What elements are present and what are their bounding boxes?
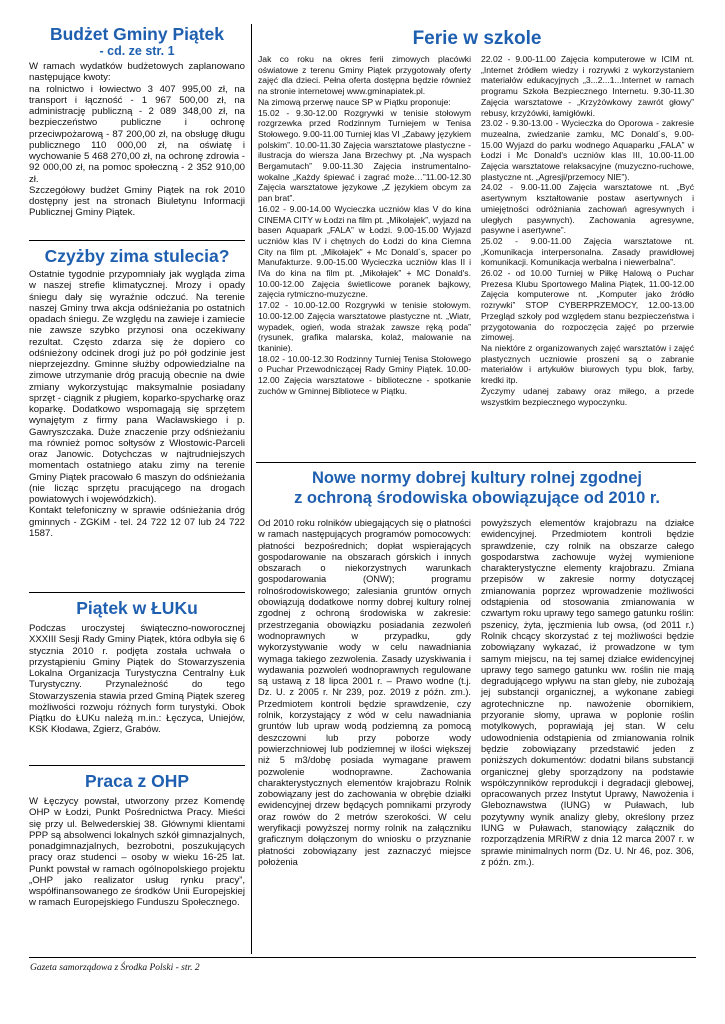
divider	[29, 240, 245, 241]
paragraph: 18.02 - 10.00-12.30 Rodzinny Turniej Tenisa Stołowego o Puchar Przewodniczącej Rady Gminy Piątek. 10.00-12.00 Zajęcia warsztatowe - biblioteczne - spotkanie zuchów w Gminnej Bibliotece w Piątku.	[258, 353, 471, 396]
normy-title-line1: Nowe normy dobrej kultury rolnej zgodnej	[311, 469, 643, 487]
divider	[29, 592, 245, 593]
ohp-section	[29, 770, 245, 909]
paragraph: 16.02 - 9.00-14.00 Wycieczka uczniów klas V do kina CINEMA CITY w Łodzi na film pt. „Mikołajek”, wyjazd na basen Aquapark „FALA” w Łodzi. 9.00-15.00 Wyjazd uczniów klas IV i chętnych do Łodzi do kina Ciemna City na film pt. „Mikołajek” + Mc Donald´s, spacer po Manufakturze. 9.00-15.00 Wycieczka uczniów klas II i IVa do kina na film pt. „Mikołajek” + MC Donald's. 10.00-12.00 Zajęcia świetlicowe poranek bajkowy, zajęcia rytmiczno-muzyczne.	[258, 203, 471, 300]
paragraph: Życzymy udanej zabawy oraz miłego, a przede wszystkim bezpiecznego wypoczynku.	[481, 385, 694, 407]
paragraph: 22.02 - 9.00-11.00 Zajęcia komputerowe w ICIM nt. „Internet źródłem wiedzy i rozrywki z wykorzystaniem materiałów edukacyjnych „3...2...1...Internet w ramach programu Szkoła Bezpiecznego Internetu. 9.30-11.30 Zajęcia warsztatowe - „Krzyżówkowy zawrót głowy” rebusy, krzyżówki, łamigłówki.	[481, 54, 694, 118]
footer-text: Gazeta samorządowa z Środka Polski - str. 2	[30, 963, 200, 973]
luku-section	[29, 597, 245, 736]
paragraph: 25.02 - 9.00-11.00 Zajęcia warsztatowe nt. „Komunikacja interpersonalna. Zasady prawidłowej komunikacji. Komunikacja werbalna i niewerbalna”.	[481, 235, 694, 268]
paragraph: Jak co roku na okres ferii zimowych placówki oświatowe z terenu Gminy Piątek przygotowały oferty zajęć dla dzieci. Pełna oferta dostępna będzie również na stronie internetowej www.gminapiatek.pl.	[258, 54, 471, 97]
czyzby-section	[29, 245, 245, 539]
ohp-body	[29, 796, 245, 909]
luku-title: Piątek w ŁUKu	[76, 598, 198, 618]
paragraph: Na niektóre z organizowanych zajęć warsztatów i zajęć plastycznych uczniowie proszeni są o zabranie materiałów i artykułów biurowych typu blok, farby, kredki itp.	[481, 342, 694, 386]
paragraph: Podczas uroczystej świąteczno-noworocznej XXXIII Sesji Rady Gminy Piątek, która odbyła się 6 stycznia 2010 r. podjęta została uchwała o przystąpieniu Gminy Piątek do Stowarzyszenia Lokalna Organizacja Turystyczna Centralny Łuk Turystyczny. Przynależność do tego Stowarzyszenia stawia przed Gminą Piątek szereg możliwości rozwoju różnych form turystyki. Obok Piątku do ŁUKu należą m.in.: Łęczyca, Uniejów, KSK Kłodawa, Zgierz, Grabów.	[29, 623, 245, 736]
budzet-subtitle: - cd. ze str. 1	[99, 44, 175, 58]
paragraph: Ostatnie tygodnie przypomniały jak wygląda zima w naszej strefie klimatycznej. Mrozy i opady śniegu dały się wyraźnie odczuć. Na terenie naszej Gminy trwa akcja odśnieżania po ostatnich opadach śniegu. Ze względu na zawieje i zamiecie nie zawsze szybko przynosi ona oczekiwany rezultat. Często zdarza się że dopiero co odśnieżony odcinek drogi już po pół godzinie jest nieprzejezdny. Gminne służby odpowiedzialne na zimowe utrzymanie dróg pracują obecnie na dwie zmiany wykorzystując maksymalnie posiadany sprzęt - ciągnik z pługiem, koparko-spycharkę oraz koparkę. Dodatkowo wspomagają się sprzętem wynajętym z firmy pana Wacławskiego i p. Gawryszczaka. Duże znaczenie przy odśnieżaniu ma również pomoc sołtysów z Włostowic-Parceli oraz Janowic. Dotychczas w najtrudniejszych momentach ostatniego ataku zimy na terenie Gminy Piątek pracowało 6 maszyn do odśnieżania (nie licząc sprzętu pracującego na drogach powiatowych i wojewódzkich).	[29, 269, 245, 505]
paragraph: 15.02 - 9.30-12.00 Rozgrywki w tenisie stołowym rozgrzewka przed Rodzinnym Turniejem w Tenisa Stołowego. 9.00-11.00 Turniej klas VI „Zabawy językiem polskim”. 10.00-11.30 Zajęcia warsztatowe plastyczne - ilustracja do wiersza Jana Brzechwy pt. „Na wyspach Bergamutach” 9.00-11.30 Zajęcia instrumentalno-wokalne „Każdy śpiewać i zagrać może…”11.00-12.30 Zajęcia warsztatowe językowe „Z językiem obcym za pan brat”.	[258, 107, 471, 204]
column-separator	[251, 24, 252, 954]
footer-rule	[29, 957, 696, 958]
left-column	[29, 24, 245, 219]
paragraph: na rolnictwo i łowiectwo 3 407 995,00 zł, na transport i łączność - 1 967 500,00 zł, na administrację publiczną - 2 089 348,00 zł, na bezpieczeństwo publiczne i ochronę przeciwpożarową - 87 200,00 zł, na obsługę długu publicznego 110 000,00 zł, na oświatę i wychowanie 5 468 270,00 zł, na ochronę zdrowia - 92 000,00 zł, na pomoc społeczną - 2 352 910,00 zł.	[29, 83, 245, 185]
ferie-title: Ferie w szkole	[412, 28, 542, 49]
ohp-title: Praca z OHP	[84, 771, 190, 791]
ferie-right-body	[481, 54, 694, 407]
paragraph: Kontakt telefoniczny w sprawie odśnieżania dróg gminnych - ZGKiM - tel. 24 722 12 07 lub 24 722 1587.	[29, 505, 245, 539]
luku-body	[29, 623, 245, 736]
paragraph: 26.02 - od 10.00 Turniej w Piłkę Halową o Puchar Prezesa Klubu Sportowego Malina Piątek, 11.00-12.00 Zajęcia komputerowe nt. „Komputer jako źródło rozrywki” STOP CYBERPRZEMOCY, 12.00-13.00 Przegląd szkoły pod względem stanu bezpieczeństwa i przygotowania do rozpoczęcia zajęć po przerwie zimowej.	[481, 268, 694, 343]
czyzby-title: Czyżby zima stulecia?	[44, 246, 230, 266]
normy-left-body	[258, 518, 471, 868]
divider	[256, 462, 696, 463]
budzet-title: Budżet Gminy Piątek	[49, 24, 225, 44]
normy-right-body	[481, 518, 694, 868]
ferie-left-body	[258, 54, 471, 397]
paragraph: 17.02 - 10.00-12.00 Rozgrywki w tenisie stołowym. 10.00-12.00 Zajęcia warsztatowe plastyczne nt. „Wiatr, wypadek, ogień, woda strażak zawsze ręką poda” (rysunek, grafika malarska, kolaż, malowanie na tkaninie).	[258, 300, 471, 353]
paragraph: 23.02 - 9.30-13.00 - Wycieczka do Oporowa - zakresie muzealna, zwiedzanie zamku, MC Donald´s, 9.00-15.00 Wyjazd do parku wodnego Aquaparku „FALA” w Łodzi i Mc Donald's uczniów klas III, 10.00-11.00 Zajęcia warsztatowe relaksacyjne (muzyczno-ruchowe, plastyczne nt. „Agresji/przemocy NIE”).	[481, 118, 694, 182]
budzet-body	[29, 61, 245, 219]
paragraph: Na zimową przerwę nauce SP w Piątku proponuje:	[258, 96, 451, 107]
paragraph: W ramach wydatków budżetowych zaplanowano następujące kwoty:	[29, 61, 245, 84]
normy-header	[258, 468, 696, 508]
normy-title-line2: z ochroną środowiska obowiązujące od 2010 r.	[294, 489, 660, 507]
paragraph: Od 2010 roku rolników ubiegających się o płatności w ramach następujących programów pomocowych: płatności bezpośrednich; dopłat wspierających gospodarowanie na obszarach górskich i innych obszarach o niekorzystnych warunkach gospodarowania (ONW); programu rolnośrodowiskowego; zalesiania gruntów ornych obowiązują dodatkowe normy dobrej kultury rolnej zgodnej z ochroną środowiska w zakresie: przestrzegania obowiązku posiadania zezwoleń wodnoprawnych w przypadku, gdy wykorzystywanie wody w celu nawadniania wymaga takiego zezwolenia. Zasady uzyskiwania i wydawania pozwoleń wodnoprawnych regulowane są ustawą z 18 lipca 2001 r. – Prawo wodne (t.j. Dz. U. z 2005 r. Nr 239, poz. 2019 z późn. zm.). Przedmiotem kontroli będzie sprawdzenie, czy rolnik, korzystający z wód w celu nawadniania gruntów lub upraw wodą podziemną za pomocą deszczowni lub przy poborze wody powierzchniowej lub podziemnej w ilości większej niż 5 m3/dobę posiada wymagane prawem pozwolenie wodnoprawne. Zachowania charakterystycznych elementów krajobrazu Rolnik zobowiązany jest do zachowania w obrębie działki ewidencyjnej drzew będących pomnikami przyrody oraz rowów do 2 metrów szerokości. W celu weryfikacji powyższej normy rolnik na załączniku graficznym dołączonym do wniosku o przyznanie płatności zobowiązany jest zaznaczyć miejsce położenia	[258, 518, 471, 867]
czyzby-body	[29, 269, 245, 539]
paragraph: W Łęczycy powstał, utworzony przez Komendę OHP w Łodzi, Punkt Pośrednictwa Pracy. Mieści się przy ul. Belwederskiej 38. Głównymi klientami PPP są absolwenci lokalnych szkół gimnazjalnych, ponadgimnazjalnych, bezrobotni, poszukujących pracy oraz studenci – osoby w wieku 16-25 lat. Punkt powstał w ramach ogólnopolskiego projektu „OHP jako realizator usług rynku pracy”, współfinansowanego ze środków Unii Europejskiej w ramach Europejskiego Funduszu Społecznego.	[29, 796, 245, 909]
paragraph: 24.02 - 9.00-11.00 Zajęcia warsztatowe nt. „Być asertywnym kształtowanie postaw asertywnych i umiejętności odróżniania zachowań agresywnych i uległych pasywnych). Zachowania agresywne, pasywne i asertywne”.	[481, 182, 694, 236]
paragraph: powyższych elementów krajobrazu na działce ewidencyjnej. Przedmiotem kontroli będzie sprawdzenie, czy rolnik na obszarze całego gospodarstwa zachowuje wyżej wymienione charakterystyczne elementy krajobrazu. Zmiana przepisów w zakresie normy dotyczącej zmianowania poprzez wprowadzenie możliwości odstąpienia od stosowania zmianowania w czwartym roku uprawy tego samego gatunku roślin: pszenicy, żyta, jęczmienia lub owsa, (od 2011 r.) Rolnik chcący skorzystać z tej możliwości będzie zobowiązany wykazać, iż prowadzone w tym samym miejscu, na tej samej działce ewidencyjnej uprawy tego samego gatunku ww. roślin nie mają degradującego wpływu na stan gleby, nie zubożają jej substancji organicznej, a wykonane zabiegi agrotechniczne np. nawożenie obornikiem, przyoranie słomy, uprawa w poplonie roślin motylkowych, poprawiają jej stan. W celu udowodnienia odstąpienia od zmianowania rolnik będzie zobowiązany przedstawić jeden z poniższych dokumentów: dodatni bilans substancji organicznej gleby sporządzony na podstawie współczynników reprodukcji i degradacji glebowej, opracowanych przez Instytut Uprawy, Nawożenia i Gleboznawstwa (IUNG) w Puławach, lub pozytywny wynik analizy gleby, określony przez IUNG w Puławach, stanowiący załącznik do rozporządzenia MRiRW z dnia 12 marca 2007 r. w sprawie minimalnych norm (Dz. U. Nr 46, poz. 306, z późn. zm.).	[481, 518, 694, 867]
divider	[29, 765, 245, 766]
paragraph: Szczegółowy budżet Gminy Piątek na rok 2010 dostępny jest na stronach Biuletynu Informacji Publicznej Gminy Piątek.	[29, 184, 245, 219]
